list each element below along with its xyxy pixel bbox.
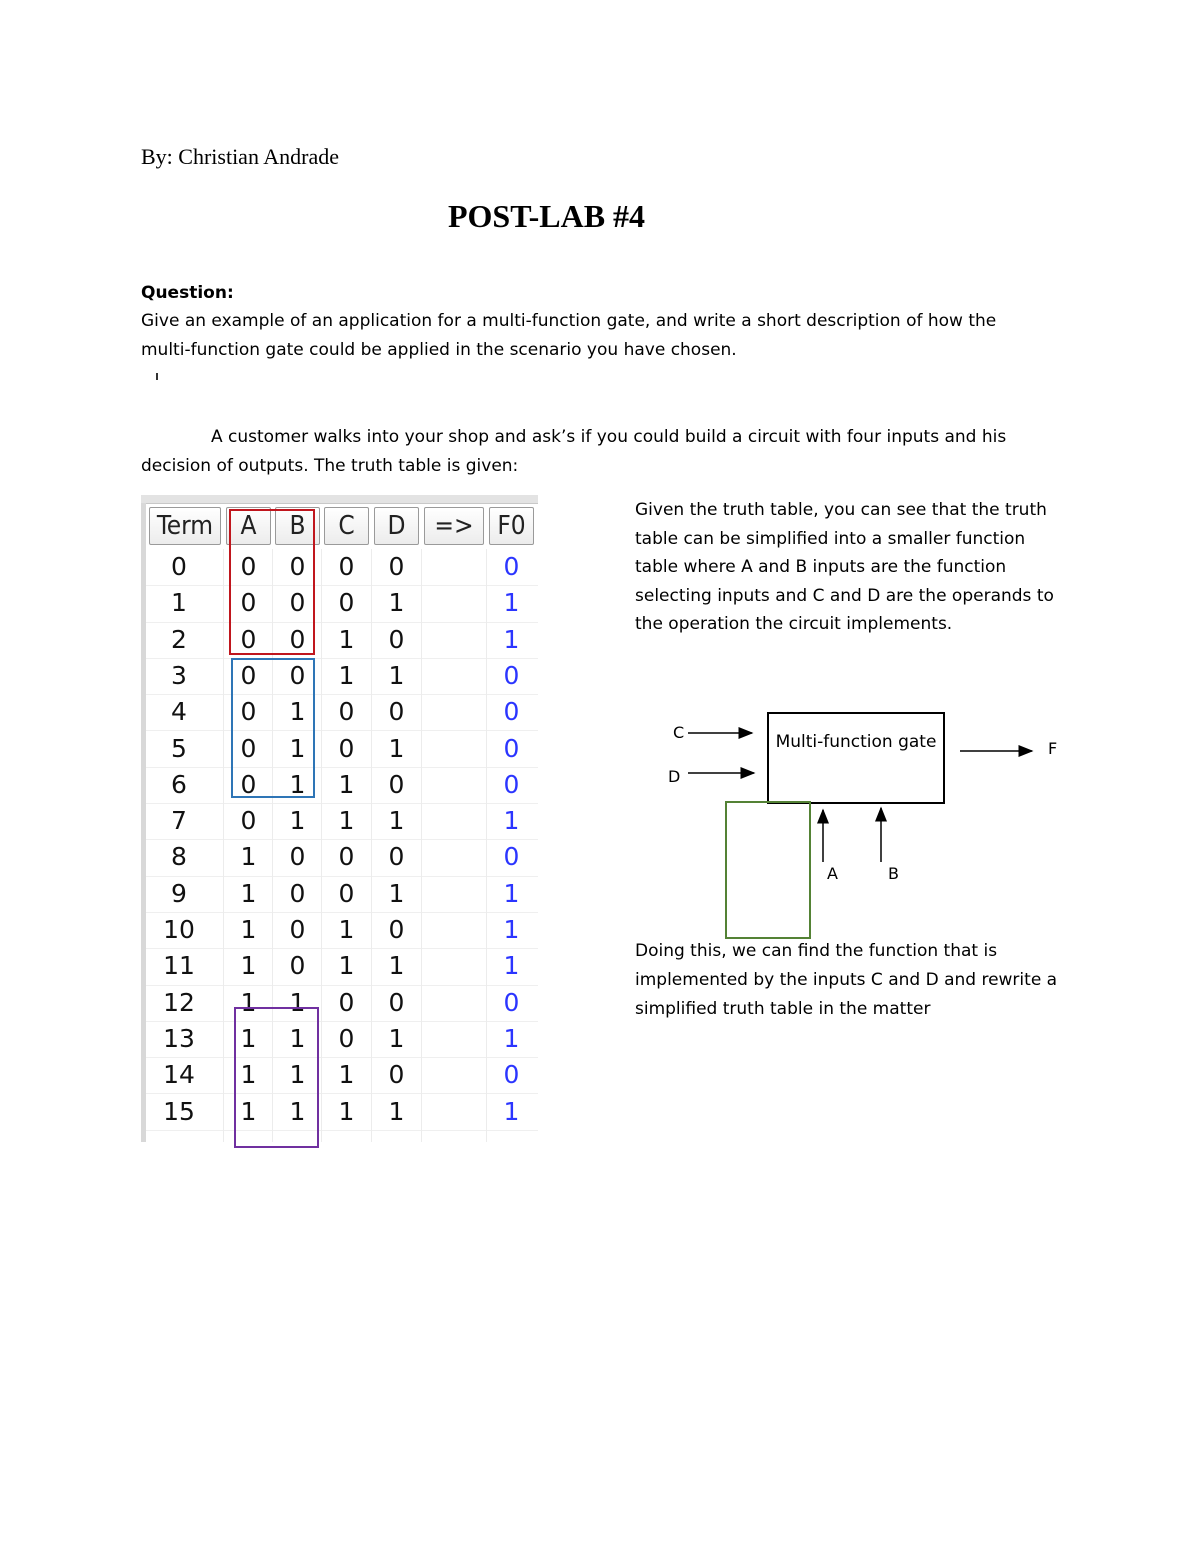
- table-cell: 0: [388, 915, 405, 944]
- table-cell: 1: [338, 1060, 355, 1090]
- table-cell: 0: [289, 588, 306, 618]
- column-divider: [223, 549, 224, 1142]
- intro-text: A customer walks into your shop and ask’s if you could build a circuit with four inputs and his decision of outputs. The truth table is given:: [141, 427, 1007, 476]
- author-line: By: Christian Andrade: [141, 144, 339, 169]
- table-cell: 1: [289, 1060, 306, 1090]
- table-cell: 0: [240, 697, 257, 727]
- table-cell: 1: [289, 733, 306, 763]
- column-header: B: [275, 507, 320, 545]
- highlight-box-blue: [231, 658, 315, 798]
- table-cell: [424, 1094, 484, 1130]
- table-cell: 1: [240, 951, 257, 981]
- table-cell: 1: [388, 733, 405, 763]
- table-row: [146, 658, 538, 695]
- table-cell: 1: [338, 1096, 355, 1126]
- table-cell: 0: [503, 842, 520, 872]
- table-cell: 1: [289, 697, 306, 727]
- table-row: [146, 803, 538, 840]
- table-cell: 0: [338, 697, 355, 727]
- table-cell: 9: [171, 878, 187, 908]
- column-divider: [371, 549, 372, 1142]
- table-cell: [424, 1021, 484, 1057]
- table-cell: 1: [388, 806, 405, 836]
- table-cell: 1: [338, 951, 355, 981]
- highlight-box-purple: [234, 1007, 319, 1148]
- table-cell: 0: [503, 660, 520, 690]
- table-cell: 0: [289, 842, 306, 872]
- table-cell: 1: [338, 660, 355, 690]
- table-cell: 0: [289, 878, 306, 908]
- column-header: F0: [489, 507, 534, 545]
- table-cell: 0: [338, 842, 355, 872]
- table-row: [146, 1021, 538, 1058]
- table-cell: 12: [163, 987, 195, 1017]
- table-cell: 0: [503, 697, 520, 727]
- table-cell: 0: [388, 552, 405, 581]
- table-cell: 0: [240, 733, 257, 763]
- table-cell: 1: [503, 806, 520, 836]
- table-cell: 1: [338, 624, 355, 654]
- table-cell: 0: [338, 733, 355, 763]
- table-cell: 1: [503, 1023, 520, 1053]
- explanation-1: Given the truth table, you can see that the truth table can be simplified into a smaller function table where A and B inputs are the function selecting inputs and C and D are the operands to the operation the circuit implements.: [635, 500, 1054, 634]
- column-header: A: [226, 507, 271, 545]
- table-cell: 0: [240, 624, 257, 654]
- stray-mark: [156, 373, 158, 380]
- table-top-bar: [141, 495, 538, 504]
- table-cell: 0: [388, 769, 405, 799]
- table-cell: 3: [171, 660, 187, 690]
- table-cell: 0: [388, 697, 405, 727]
- table-cell: 1: [240, 987, 257, 1017]
- column-header: Term: [149, 507, 221, 545]
- input-label-c: C: [673, 723, 685, 742]
- table-cell: 1: [503, 1096, 520, 1126]
- table-row: [146, 622, 538, 659]
- table-cell: [424, 803, 484, 839]
- table-cell: 1: [240, 915, 257, 944]
- table-cell: 1: [240, 878, 257, 908]
- table-cell: 0: [338, 588, 355, 618]
- table-cell: 1: [388, 1096, 405, 1126]
- table-cell: 15: [163, 1096, 195, 1126]
- selector-label-a: A: [827, 864, 838, 883]
- table-cell: 1: [503, 624, 520, 654]
- table-cell: 1: [240, 1096, 257, 1126]
- question-label: Question:: [141, 283, 234, 303]
- table-cell: 13: [163, 1023, 195, 1053]
- table-cell: [424, 948, 484, 984]
- table-cell: 1: [289, 769, 306, 799]
- table-cell: [424, 839, 484, 875]
- table-row: [146, 985, 538, 1022]
- intro-paragraph: [141, 423, 1041, 481]
- table-cell: 1: [338, 769, 355, 799]
- table-cell: 11: [163, 951, 195, 981]
- table-cell: 0: [388, 987, 405, 1017]
- gate-diagram: [660, 700, 1080, 950]
- table-cell: [424, 876, 484, 912]
- table-row: [146, 585, 538, 622]
- multi-function-gate: [767, 712, 945, 804]
- table-cell: 1: [171, 588, 187, 618]
- table-cell: 0: [240, 806, 257, 836]
- table-cell: 8: [171, 842, 187, 872]
- explanation-2: Doing this, we can find the function that is implemented by the inputs C and D and rewrite a simplified truth table in the matter: [635, 941, 1058, 1019]
- table-cell: 0: [388, 842, 405, 872]
- table-cell: 6: [171, 769, 187, 799]
- table-row: [146, 912, 538, 949]
- table-row: [146, 731, 538, 768]
- table-row: [146, 694, 538, 731]
- table-cell: [424, 585, 484, 621]
- table-cell: 1: [289, 1096, 306, 1126]
- table-cell: 0: [388, 624, 405, 654]
- table-cell: 0: [240, 769, 257, 799]
- column-divider: [421, 549, 422, 1142]
- table-row: [146, 948, 538, 985]
- table-cell: 0: [171, 552, 187, 581]
- table-cell: 0: [289, 552, 306, 581]
- table-cell: [424, 549, 484, 585]
- table-row: [146, 876, 538, 913]
- table-cell: 0: [289, 951, 306, 981]
- table-cell: 1: [503, 951, 520, 981]
- table-cell: [424, 767, 484, 803]
- table-cell: 0: [240, 552, 257, 581]
- table-cell: 0: [338, 552, 355, 581]
- table-cell: 1: [503, 878, 520, 908]
- table-cell: 5: [171, 733, 187, 763]
- truth-table: [141, 495, 538, 1142]
- table-cell: 10: [163, 915, 195, 944]
- table-cell: [424, 694, 484, 730]
- table-cell: [424, 731, 484, 767]
- table-cell: 0: [503, 733, 520, 763]
- table-cell: 0: [388, 1060, 405, 1090]
- table-cell: 2: [171, 624, 187, 654]
- input-label-d: D: [668, 767, 681, 786]
- table-cell: 1: [388, 878, 405, 908]
- table-cell: 1: [388, 951, 405, 981]
- table-cell: 0: [289, 624, 306, 654]
- highlight-box-green: [725, 801, 811, 939]
- table-cell: 0: [503, 769, 520, 799]
- table-cell: 0: [503, 1060, 520, 1090]
- table-cell: 0: [289, 915, 306, 944]
- table-cell: 0: [289, 660, 306, 690]
- table-cell: 0: [338, 1023, 355, 1053]
- table-cell: 1: [289, 987, 306, 1017]
- table-cell: 0: [503, 552, 520, 581]
- table-cell: [424, 622, 484, 658]
- question-text: Give an example of an application for a multi-function gate, and write a short description of how the multi-function gate could be applied in the scenario you have chosen.: [141, 311, 997, 360]
- table-cell: 0: [338, 878, 355, 908]
- table-cell: 0: [503, 987, 520, 1017]
- table-cell: 4: [171, 697, 187, 727]
- table-cell: 1: [240, 842, 257, 872]
- table-row: [146, 1094, 538, 1131]
- table-cell: [424, 912, 484, 948]
- table-row: [146, 839, 538, 876]
- table-cell: 1: [388, 660, 405, 690]
- column-header: D: [374, 507, 419, 545]
- table-cell: 1: [240, 1023, 257, 1053]
- output-label-f: F: [1048, 739, 1058, 758]
- table-cell: [424, 985, 484, 1021]
- table-cell: 0: [240, 660, 257, 690]
- table-row: [146, 549, 538, 586]
- table-cell: 1: [503, 915, 520, 944]
- highlight-box-red: [229, 509, 315, 655]
- table-cell: 1: [338, 806, 355, 836]
- table-cell: 1: [503, 588, 520, 618]
- table-cell: 0: [240, 588, 257, 618]
- table-cell: 1: [388, 588, 405, 618]
- gate-label: Multi-function gate: [775, 732, 937, 752]
- table-row: [146, 1057, 538, 1094]
- table-cell: 1: [289, 806, 306, 836]
- column-divider: [486, 549, 487, 1142]
- column-divider: [321, 549, 322, 1142]
- truth-table-body: [146, 549, 538, 1142]
- table-cell: 1: [289, 1023, 306, 1053]
- table-row: [146, 767, 538, 804]
- page-title: POST-LAB #4: [447, 198, 646, 234]
- table-cell: 0: [338, 987, 355, 1017]
- table-cell: 14: [163, 1060, 195, 1090]
- column-header: =>: [424, 507, 484, 545]
- table-cell: [424, 1057, 484, 1093]
- table-cell: 1: [240, 1060, 257, 1090]
- column-header: C: [324, 507, 369, 545]
- table-cell: [424, 658, 484, 694]
- table-cell: 1: [338, 915, 355, 944]
- table-cell: 7: [171, 806, 187, 836]
- table-cell: 1: [388, 1023, 405, 1053]
- selector-label-b: B: [888, 864, 899, 883]
